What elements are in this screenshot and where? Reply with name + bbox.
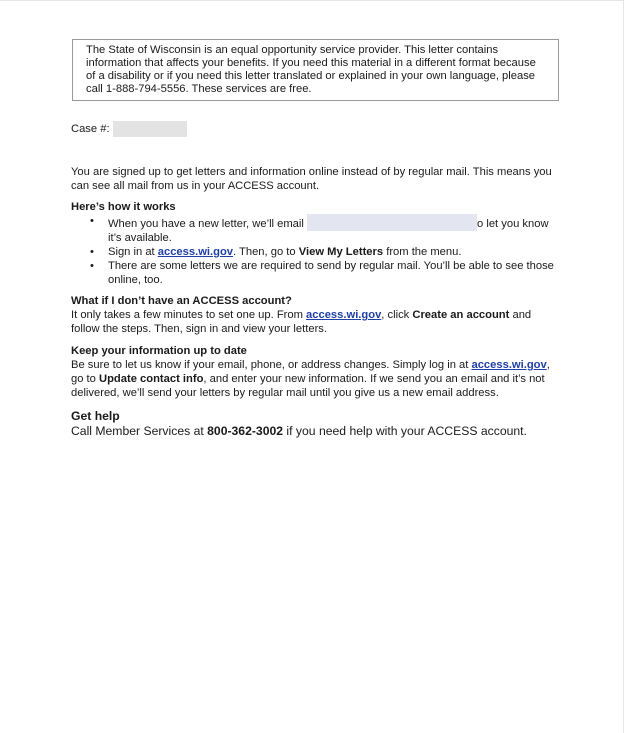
list-item: • There are some letters we are required to send by regular mail. You’ll be able to see those online, too. (90, 260, 554, 286)
how-it-works-list (71, 214, 561, 287)
no-account-paragraph: It only takes a few minutes to set one up. From access.wi.gov, click Create an account and follow the steps. Then, sign in and view your letters. (71, 309, 532, 335)
get-help-heading: Get help (71, 409, 120, 423)
bullet-icon: • (90, 215, 94, 227)
member-services-phone: 800-362-3002 (207, 424, 284, 438)
case-number-row (71, 121, 187, 137)
no-account-heading: What if I don’t have an ACCESS account? (71, 295, 292, 307)
email-redacted (307, 214, 477, 231)
letter-body (71, 165, 561, 439)
bullet-icon: • (90, 260, 94, 272)
list-item: • Sign in at access.wi.gov. Then, go to View My Letters from the menu. (90, 246, 462, 258)
access-wi-gov-link[interactable]: access.wi.gov (157, 246, 234, 258)
access-wi-gov-link[interactable]: access.wi.gov (471, 359, 547, 371)
bullet-icon: • (90, 246, 94, 258)
keep-info-paragraph: Be sure to let us know if your email, phone, or address changes. Simply log in at access.wi.gov, go to Update contact info, and enter your new information. If we send you an email and it’s not delivered, we’ll send your letters by regular mail until you give us a new email address. (71, 359, 550, 399)
case-number-label: Case #: (71, 123, 110, 135)
case-number-redacted (113, 121, 187, 137)
get-help-paragraph: Call Member Services at 800-362-3002 if you need help with your ACCESS account. (71, 424, 527, 438)
list-item: • When you have a new letter, we’ll email o let you know it’s available. (90, 215, 549, 244)
equal-opportunity-notice (72, 39, 559, 101)
notice-text: The State of Wisconsin is an equal opportunity service provider. This letter contains information that affects your benefits. If you need this material in a different format because of a disability or if you need this letter translated or explained in your own language, please call 1-888-794-5556. These services are free. (86, 44, 536, 95)
access-wi-gov-link[interactable]: access.wi.gov (306, 309, 382, 321)
how-it-works-heading: Here’s how it works (71, 201, 176, 213)
keep-info-heading: Keep your information up to date (71, 345, 247, 357)
intro-paragraph: You are signed up to get letters and information online instead of by regular mail. This means you can see all mail from us in your ACCESS account. (71, 166, 552, 192)
